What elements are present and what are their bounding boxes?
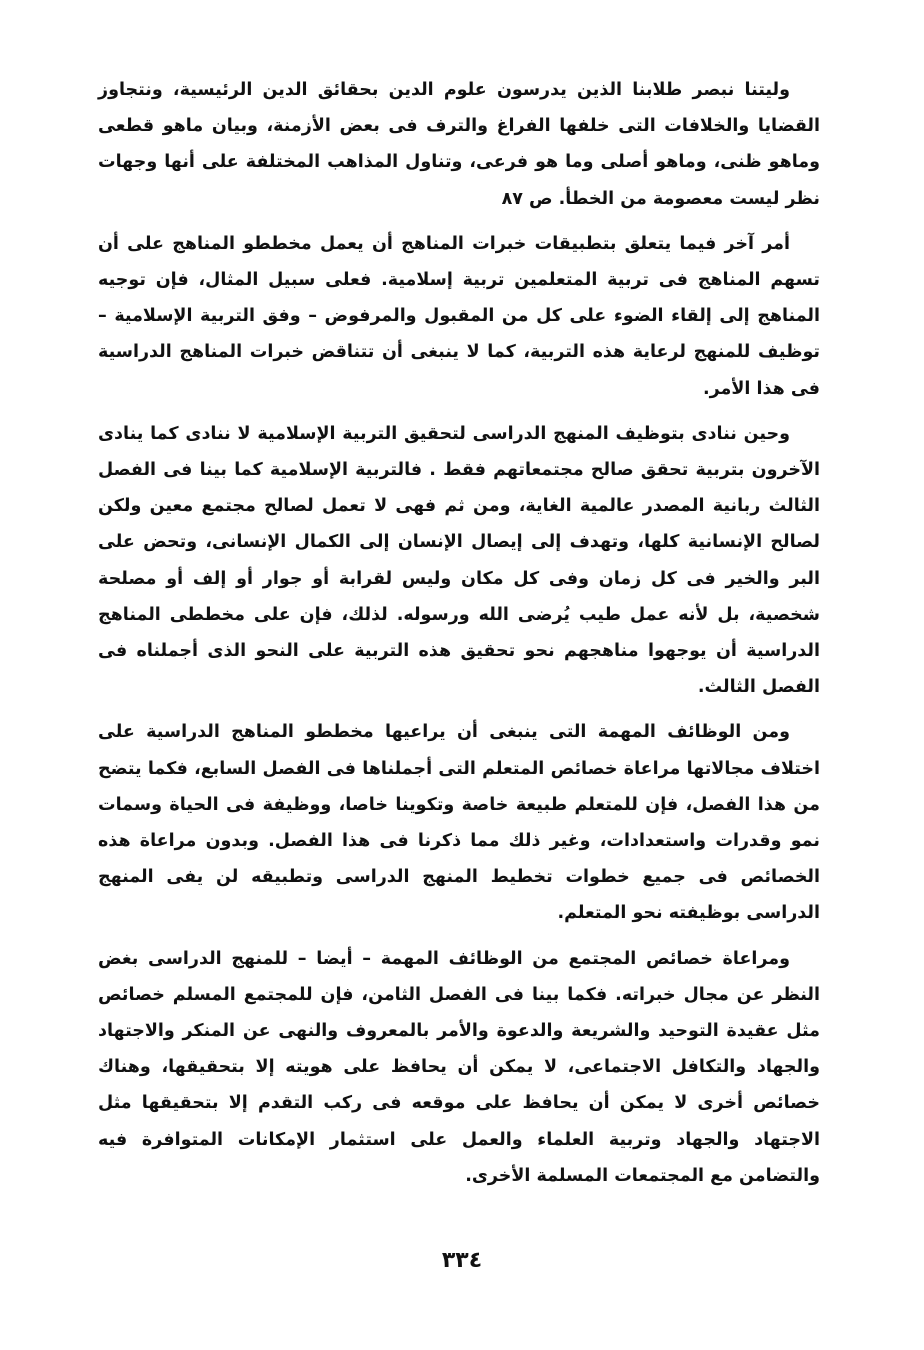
paragraph-3: وحين ننادى بتوظيف المنهج الدراسى لتحقيق التربية الإسلامية لا ننادى كما ينادى الآخرون بتربية تحقق صالح مجتمعاتهم فقط . فالتربية الإسلامية كما بينا فى الفصل الثالث ربانية المصدر عالمية الغاية، ومن ثم فهى لا تعمل لصالح مجتمع معين ولكن لصالح الإنسانية كلها، وتهدف إلى إيصال الإنسان إلى الكمال الإنسانى، وتحض على البر والخير فى كل زمان وفى كل مكان وليس لقرابة أو جوار أو إلف أو مصلحة شخصية، بل لأنه عمل طيب يُرضى الله ورسوله. لذلك، فإن على مخططى المناهج الدراسية أن يوجهوا مناهجهم نحو تحقيق هذه التربية على النحو الذى أجملناه فى الفصل الثالث.: [98, 423, 820, 698]
paragraph-5: ومراعاة خصائص المجتمع من الوظائف المهمة – أيضا – للمنهج الدراسى بغض النظر عن مجال خبراته. فكما بينا فى الفصل الثامن، فإن للمجتمع المسلم خصائص مثل عقيدة التوحيد والشريعة والدعوة والأمر بالمعروف والنهى عن المنكر والاجتهاد والجهاد والتكافل الاجتماعى، لا يمكن أن يحافظ على هويته إلا بتحقيقها، وهناك خصائص أخرى لا يمكن أن يحافظ على موقعه فى ركب التقدم إلا بتحقيقها مثل الاجتهاد والجهاد وتربية العلماء والعمل على استثمار الإمكانات المتوافرة فيه والتضامن مع المجتمعات المسلمة الأخرى.: [98, 948, 820, 1186]
paragraph-4: ومن الوظائف المهمة التى ينبغى أن يراعيها مخططو المناهج الدراسية على اختلاف مجالاتها مراعاة خصائص المتعلم التى أجملناها فى الفصل السابع، فكما يتضح من هذا الفصل، فإن للمتعلم طبيعة خاصة وتكوينا خاصا، ووظيفة فى الحياة وسمات نمو وقدرات واستعدادات، وغير ذلك مما ذكرنا فى هذا الفصل. وبدون مراعاة هذه الخصائص فى جميع خطوات تخطيط المنهج الدراسى وتطبيقه لن يفى المنهج الدراسى بوظيفته نحو المتعلم.: [98, 722, 820, 924]
paragraph-2: أمر آخر فيما يتعلق بتطبيقات خبرات المناهج أن يعمل مخططو المناهج على أن تسهم المناهج فى تربية المتعلمين تربية إسلامية. فعلى سبيل المثال، فإن توجيه المناهج إلى إلقاء الضوء على كل من المقبول والمرفوض – وفق التربية الإسلامية – توظيف للمنهج لرعاية هذه التربية، كما لا ينبغى أن تتناقض خبرات المناهج الدراسية فى هذا الأمر.: [98, 233, 820, 399]
page-number: ٣٣٤: [441, 1248, 483, 1273]
paragraph-1: وليتنا نبصر طلابنا الذين يدرسون علوم الدين بحقائق الدين الرئيسية، ونتجاوز القضايا والخلافات التى خلفها الفراغ والترف فى بعض الأزمنة، وبيان ماهو قطعى وماهو ظنى، وماهو أصلى وما هو فرعى، وتناول المذاهب المختلفة على أنها وجهات نظر ليست معصومة من الخطأ. ص ٨٧: [98, 80, 820, 209]
body-text: [98, 72, 820, 1203]
